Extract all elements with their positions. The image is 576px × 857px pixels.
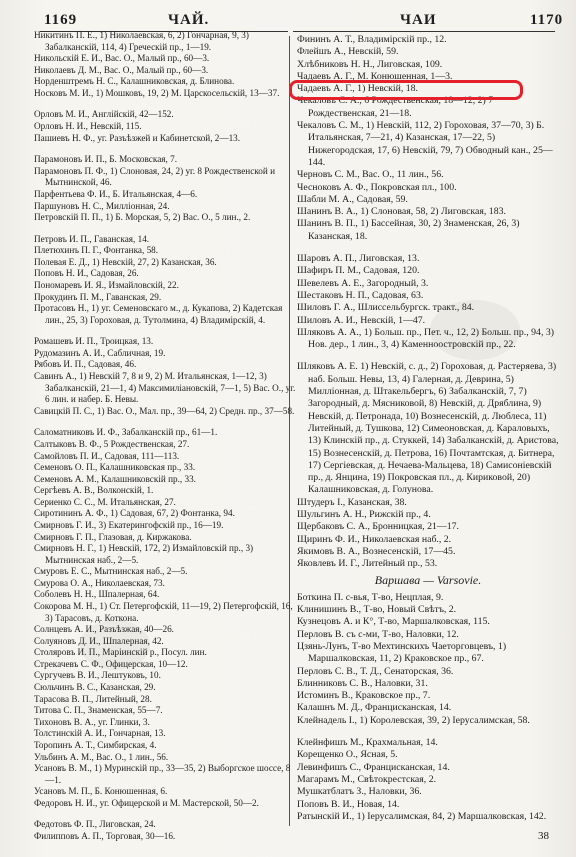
directory-entry: Калашнъ М. Д., Францисканская, 14.	[297, 702, 452, 714]
directory-entry: Клинишинъ В., Т-во, Новый Свѣтъ, 2.	[297, 604, 457, 616]
directory-entry: Фининъ А. Т., Владимірскій пр., 12.	[297, 34, 447, 45]
directory-entry: Магарамъ М., Свѣтокрестская, 2.	[297, 773, 437, 785]
directory-entry: Шанинъ В. П., 1) Бассейная, 30, 2) Знаменская, 26, 3) Казанская, 18.	[297, 218, 520, 242]
left-column	[34, 30, 296, 843]
directory-entry: Семеновъ А. М., Калашниковскій пр., 33.	[34, 473, 196, 484]
directory-entry: Перловъ В. съ с-ми, Т-во, Наловки, 12.	[297, 628, 459, 640]
directory-entry: Якимовъ В. А., Вознесенскій, 17—45.	[297, 545, 456, 557]
directory-entry: Торопинъ А. Т., Симбирская, 4.	[34, 739, 157, 750]
directory-entry: Шляковъ А. А., 1) Больш. пр., Пет. ч., 12, 2) Больш. пр., 94, 3) Нов. дер., 1 лин., 3, 4) Каменноостровскій пр., 22.	[297, 326, 555, 351]
directory-entry: Полевая Е. Д., 1) Невскій, 27, 2) Казанская, 36.	[34, 256, 217, 267]
directory-entry: Поповъ Н. И., Садовая, 26.	[34, 268, 139, 279]
right-column	[297, 34, 559, 823]
directory-entry: Усановъ В. М., 1) Муринскій пр., 33—35, 2) Выборгское шоссе, 8—1.	[34, 763, 291, 785]
directory-entry: Савицкій П. С., 1) Вас. О., Мал. пр., 39—64, 2) Средн. пр., 37—58.	[34, 405, 295, 416]
directory-entry: Петровскій П. П., 1) Б. Морская, 5, 2) Вас. О., 5 лин., 2.	[34, 212, 251, 223]
directory-entry: Яковлевъ И. Г., Литейный пр., 53.	[297, 558, 438, 570]
entry-spacer	[34, 224, 296, 234]
directory-entry: Смурова О. А., Николаевская, 73.	[34, 577, 165, 588]
entry-spacer	[34, 417, 296, 427]
directory-entry: Соболевъ Н. Н., Шпалерная, 64.	[34, 589, 160, 600]
footer-page-number: 38	[538, 830, 549, 842]
directory-entry: Штудеръ І., Казанская, 38.	[297, 496, 407, 508]
directory-entry: Чадаевъ А. Г., М. Конюшенная, 1—3.	[297, 70, 453, 82]
directory-entry: Солнцевъ А. И., Разъѣзжая, 40—26.	[34, 624, 174, 635]
directory-entry: Сиротининъ А. Ф., 1) Садовая, 67, 2) Фонтанка, 94.	[34, 508, 235, 519]
directory-entry: Шиловъ Г. А., Шлиссельбургск. тракт., 84.	[297, 302, 475, 314]
directory-entry: Черновъ С. М., Вас. О., 11 лин., 56.	[297, 169, 444, 181]
entry-spacer	[297, 727, 559, 737]
right-running-title: ЧАИ	[400, 12, 437, 28]
directory-entry: Смирновъ Г. И., 3) Екатерингофскій пр., 16—19.	[34, 519, 224, 530]
directory-entry: Усановъ М. П., Б. Конюшенная, 6.	[34, 786, 168, 797]
warsaw-entries	[297, 592, 559, 823]
directory-entry: Шульгинъ А. Н., Рижскій пр., 4.	[297, 508, 431, 520]
directory-entry: Перловъ С. В., Т. Д., Сенаторская, 36.	[297, 665, 454, 677]
directory-entry: Шиловъ А. И., Невскій, 1—47.	[297, 314, 426, 326]
header-rule-right	[293, 31, 555, 32]
highlight-box	[289, 80, 523, 100]
directory-entry: Смирновъ Н. Г., 1) Невскій, 172, 2) Измайловскій пр., 3) Мытнинская наб., 2—5.	[34, 543, 254, 565]
directory-entry: Стрекачевъ С. Ф., Офицерская, 10—12.	[34, 658, 188, 669]
petersburg-entries	[297, 34, 559, 570]
directory-entry: Рудомазинъ А. И., Сабличная, 19.	[34, 347, 166, 358]
entry-spacer	[297, 243, 559, 253]
directory-entry: Тихоновъ В. А., уг. Глинки, 3.	[34, 716, 150, 727]
directory-entry: Сергѣевъ А. В., Волконскій, 1.	[34, 485, 154, 496]
directory-entry: Семеновъ О. П., Калашниковская пр., 33.	[34, 462, 196, 473]
directory-entry: Корещенко О., Ясная, 5.	[297, 749, 398, 761]
directory-entry: Ульбинъ А. М., Вас. О., 1 лин., 56.	[34, 751, 169, 762]
directory-entry: Никольскій Е. И., Вас. О., Малый пр., 60—3.	[34, 53, 210, 64]
section-title: Варшава — Varsovie.	[374, 573, 482, 588]
directory-entry: Шафиръ П. М., Садовая, 120.	[297, 265, 420, 277]
directory-entry: Филипповъ А. П., Торговая, 30—16.	[34, 831, 176, 841]
directory-entry: Никитинъ П. Е., 1) Николаевская, 6, 2) Гончарная, 9, 3) Забалканскій, 114, 4) Греческій пр., 1—19.	[34, 30, 249, 52]
entry-spacer	[34, 144, 296, 154]
directory-entry: Блинниковъ С. В., Наловки, 31.	[297, 677, 428, 689]
directory-entry: Савинъ А., 1) Невскій 7, 8 и 9, 2) М. Итальянская, 1—12, 3) Забалканскій, 21—1, 4) Максимиліановскій, 7—1, 5) Вас. О., уг. 6 лин. и набер. Б. Невы.	[34, 371, 296, 405]
entry-spacer	[34, 99, 296, 109]
directory-entry: Клейнфишъ М., Крахмальная, 14.	[297, 737, 438, 749]
directory-entry: Шевелевъ А. Е., Загородный, 3.	[297, 277, 429, 289]
directory-entry: Носковъ М. И., 1) Мошковъ, 19, 2) М. Царскосельскій, 13—37.	[34, 87, 280, 98]
directory-entry: Парамоновъ П. Ф., 1) Слоновая, 24, 2) уг. 8 Рождественской и Мытнинской, 46.	[34, 165, 276, 188]
directory-entry: Пашиевъ Н. Ф., уг. Разъѣзжей и Кабинетской, 2—13.	[34, 132, 241, 143]
directory-entry: Цзянь-Лунъ, Т-во Мехтинскихъ Чаеторговцевъ, 1) Маршалковская, 11, 2) Краковское пр., 67.	[297, 640, 507, 665]
directory-entry: Сюльчинъ В. С., Казанская, 29.	[34, 682, 156, 693]
directory-entry: Хлѣбниковъ Н. Н., Лиговская, 109.	[297, 58, 443, 70]
directory-entry: Петровъ И. П., Гаванская, 14.	[34, 233, 150, 244]
directory-entry: Шаровъ А. П., Лиговская, 13.	[297, 253, 420, 265]
directory-entry: Сургучевъ В. И., Лештуковъ, 10.	[34, 670, 161, 681]
directory-entry: Рябовъ И. П., Садовая, 46.	[34, 359, 137, 370]
directory-entry: Боткина П. с-вья, Т-во, Нецплая, 9.	[297, 591, 444, 603]
directory-entry: Федотовъ Ф. П., Лиговская, 24.	[34, 819, 156, 830]
entry-spacer	[34, 326, 296, 336]
directory-entry: Тарасова В. П., Литейный, 28.	[34, 693, 152, 704]
directory-entry: Толстинскій А. И., Гончарная, 13.	[34, 728, 166, 739]
directory-entry: Левинфишъ С., Францисканская, 14.	[297, 761, 450, 773]
right-page-number: 1170	[530, 12, 564, 28]
directory-entry: Щербаковъ С. А., Бронницкая, 21—17.	[297, 521, 459, 533]
directory-entry: Истоминъ В., Краковское пр., 7.	[297, 690, 431, 702]
left-running-title: ЧАЙ.	[168, 12, 210, 28]
directory-entry: Смуровъ Е. С., Мытнинская наб., 2—5.	[34, 566, 188, 577]
directory-entry: Ратынскій И., 1) Іерусалимская, 84, 2) Маршалковская, 142.	[297, 810, 547, 822]
directory-entry: Смирновъ Г. П., Глазовая, д. Киржакова.	[34, 531, 192, 542]
directory-entry: Саломатниковъ И. Ф., Забалканскій пр., 61—1.	[34, 427, 218, 438]
directory-entry: Чекаловъ С. М., 1) Невскій, 112, 2) Гороховая, 37—70, 3) Б. Итальянская, 7—21, 4) Казанская, 17—22, 5) Нижегородская, 17, 6) Невскій, 79, 7) Обводный кан., 25—144.	[297, 120, 553, 168]
directory-entry: Орловъ М. И., Англійскій, 42—152.	[34, 109, 174, 120]
directory-entry: Николаевъ Д. М., Вас. О., Малый пр., 60—3.	[34, 64, 209, 75]
entry-spacer	[34, 809, 296, 819]
directory-entry: Протасовъ Н., 1) уг. Семеновскаго м., д. Кукапова, 2) Кадетская лин., 25, 3) Гороховая, д. Тутолмина, 4) Владимірскій, 4.	[34, 303, 283, 325]
directory-entry: Сериенко С. С., М. Итальянская, 27.	[34, 496, 176, 507]
directory-entry: Орловъ Н. И., Невскій, 115.	[34, 121, 142, 132]
directory-entry: Норденштремъ Н. С., Калашниковская, д. Блинова.	[34, 76, 235, 87]
directory-entry: Парфентьева Ф. И., Б. Итальянская, 4—6.	[34, 188, 198, 199]
directory-entry: Шестаковъ Н. П., Садовая, 63.	[297, 289, 424, 301]
directory-entry: Пономаревъ И. Я., Измайловскій, 22.	[34, 279, 179, 290]
directory-entry: Чадаевъ А. Г., 1) Невскій, 18.	[297, 83, 418, 95]
directory-entry: Кузнецовъ А. и К°, Т-во, Маршалковская, 115.	[297, 616, 490, 628]
directory-entry: Солуяновъ Д. И., Шпалерная, 42.	[34, 635, 164, 646]
directory-entry: Шанинъ В. А., 1) Слоновая, 58, 2) Лиговская, 183.	[297, 206, 506, 218]
directory-entry: Чесноковъ А. Ф., Покровская пл., 100.	[297, 181, 457, 193]
entry-spacer	[297, 351, 559, 361]
directory-entry: Поповъ В. И., Новая, 14.	[297, 798, 400, 810]
directory-entry: Паршуновъ Н. С., Милліонная, 24.	[34, 200, 170, 211]
directory-entry: Столяровъ И. П., Маріинскій р., Посул. лин.	[34, 647, 207, 658]
directory-entry: Шляковъ А. Е. 1) Невскій, с. д., 2) Гороховая, д. Растеряева, 3) наб. Больш. Невы, 13, 4) Галерная, д. Деврина, 5) Милліонная, д. Штакельбергъ, 6) Забалканскій, 7, 7) Загородный, д. Мясниковой, 8) Невскій, д. Дряблина, 9) Невскій, д. Петронада, 10) Вознесенскій, д. Люблеса, 11) Литейный, д. Тушкова, 12) Симеоновская, д. Караловыхъ, 13) Клинскій пр., д. Стуккей, 14) Забалканскій, д. Аристова, 15) Вознесенскій, д. Петрова, 16) Почтамтская, д. Битнера, 17) Сергіевская, д. Нечаева-Мальцева, 18) Самисоніевскій пр., д. Янцина, 19) Покровская пл., д. Кириковой, 20) Калашниковская, д. Голунова.	[297, 361, 559, 496]
directory-entry: Самойловъ П. И., Садовая, 111—113.	[34, 450, 180, 461]
directory-entry: Клейнадель І., 1) Королевская, 39, 2) Іерусалимская, 58.	[297, 714, 530, 726]
directory-entry: Щиринъ Ф. И., Николаевская наб., 2.	[297, 533, 452, 545]
directory-entry: Парамоновъ И. П., Б. Московская, 7.	[34, 154, 177, 165]
directory-entry: Титова С. П., Знаменская, 55—7.	[34, 705, 163, 716]
left-page-number: 1169	[44, 12, 78, 28]
directory-entry: Салтыковъ В. Ф., 5 Рождественская, 27.	[34, 438, 190, 449]
directory-entry: Плетюхинъ П. Г., Фонтанка, 58.	[34, 245, 159, 256]
directory-entry: Ромашевъ И. П., Троицкая, 13.	[34, 336, 154, 347]
directory-entry: Федоровъ Н. И., уг. Офицерской и М. Мастерской, 50—2.	[34, 797, 259, 808]
directory-entry: Шабли М. А., Садовая, 59.	[297, 193, 408, 205]
directory-entry: Флейшъ А., Невскій, 59.	[297, 46, 399, 58]
directory-entry: Прокудинъ П. М., Гаванская, 29.	[34, 291, 162, 302]
directory-entry: Сокорова М. Н., 1) Ст. Петергофскій, 11—19, 2) Петергофскій, 16, 3) Тарасовъ, д. Коткона.	[34, 601, 293, 623]
directory-entry: Чекаловъ С. А., 6 Рождественская, 18—12, 2) 7 Рождественская, 21—18.	[297, 95, 494, 119]
directory-entry: Мушкатблатъ З., Наловки, 36.	[297, 786, 422, 798]
